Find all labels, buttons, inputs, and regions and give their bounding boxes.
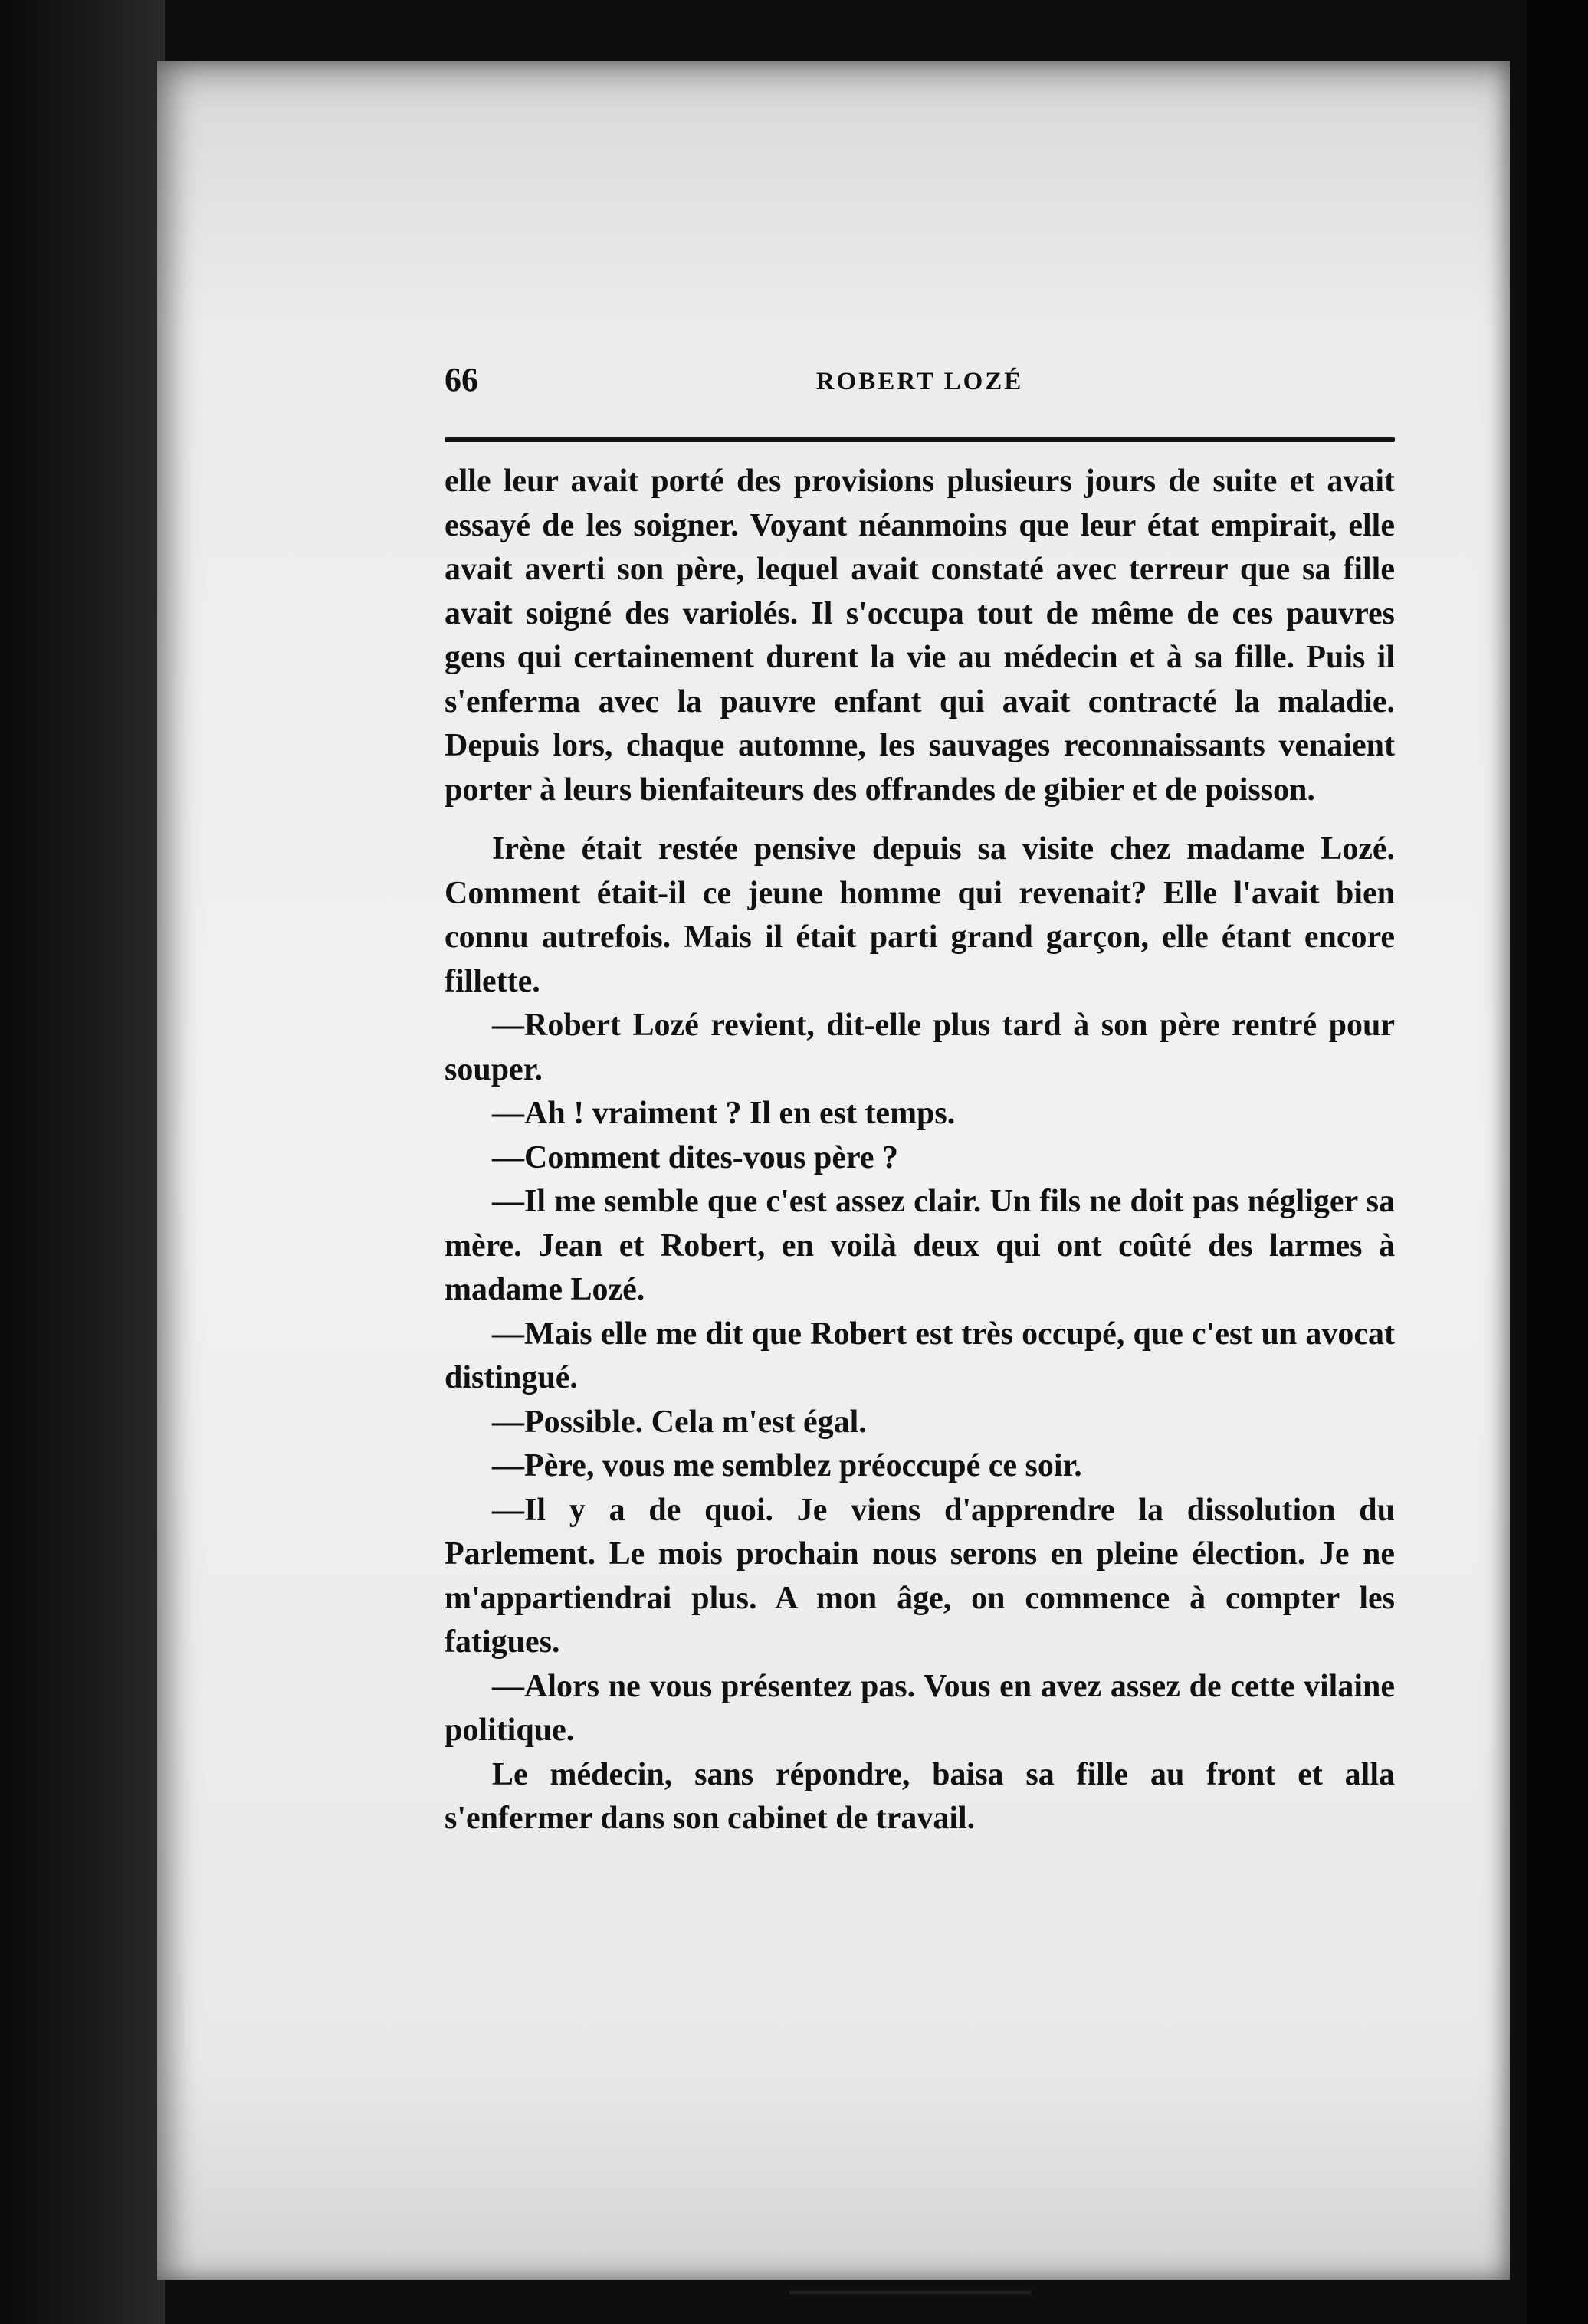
page-content (445, 360, 1563, 1836)
header-rule (445, 437, 1395, 442)
paragraph: Irène était restée pensive depuis sa visite chez madame Lozé. Comment était-il ce jeune homme qui revenait? Elle l'avait bien connu autrefois. Mais il était parti grand garçon, elle étant encore fillette. (445, 831, 1395, 999)
dialogue-line: —Comment dites-vous père ? (492, 1139, 899, 1175)
running-head (445, 360, 1563, 429)
dialogue-line: —Robert Lozé revient, dit-elle plus tard à son père rentré pour souper. (445, 1008, 1395, 1087)
dialogue-line: —Père, vous me semblez préoccupé ce soir. (492, 1448, 1082, 1483)
dialogue-line: —Il me semble que c'est assez clair. Un fils ne doit pas négliger sa mère. Jean et Robert, en voilà deux qui ont coûté des larmes à madame Lozé. (445, 1184, 1395, 1307)
dialogue-line: —Mais elle me dit que Robert est très occupé, que c'est un avocat distingué. (445, 1316, 1395, 1395)
book-page (157, 61, 1510, 2280)
paragraph: Le médecin, sans répondre, baisa sa fille au front et alla s'enfermer dans son cabinet de travail. (445, 1756, 1395, 1836)
paragraph: elle leur avait porté des provisions plusieurs jours de suite et avait essayé de les soigner. Voyant néanmoins que leur état empirait, elle avait averti son père, lequel avait constaté avec terreur que sa fille avait soigné des variolés. Il s'occupa tout de même de ces pauvres gens qui certainement durent la vie au médecin et à sa fille. Puis il s'enferma avec la pauvre enfant qui avait contracté la maladie. Depuis lors, chaque automne, les sauvages reconnaissants venaient porter à leurs bienfaiteurs des offrandes de gibier et de poisson. (445, 464, 1395, 808)
left-film-border (0, 0, 165, 2324)
dialogue-line: —Possible. Cela m'est égal. (492, 1404, 867, 1440)
section-end-rule (789, 2291, 1031, 2294)
page-number: 66 (445, 361, 478, 398)
body-text (445, 460, 1395, 1841)
dialogue-line: —Il y a de quoi. Je viens d'apprendre la dissolution du Parlement. Le mois prochain nous serons en pleine élection. Je ne m'appartiendrai plus. A mon âge, on commence à compter les fatigues. (445, 1492, 1395, 1660)
right-film-border (1527, 0, 1588, 2324)
dialogue-line: —Alors ne vous présentez pas. Vous en avez assez de cette vilaine politique. (445, 1668, 1395, 1748)
running-title: ROBERT LOZÉ (815, 368, 1024, 395)
dialogue-line: —Ah ! vraiment ? Il en est temps. (492, 1096, 956, 1131)
